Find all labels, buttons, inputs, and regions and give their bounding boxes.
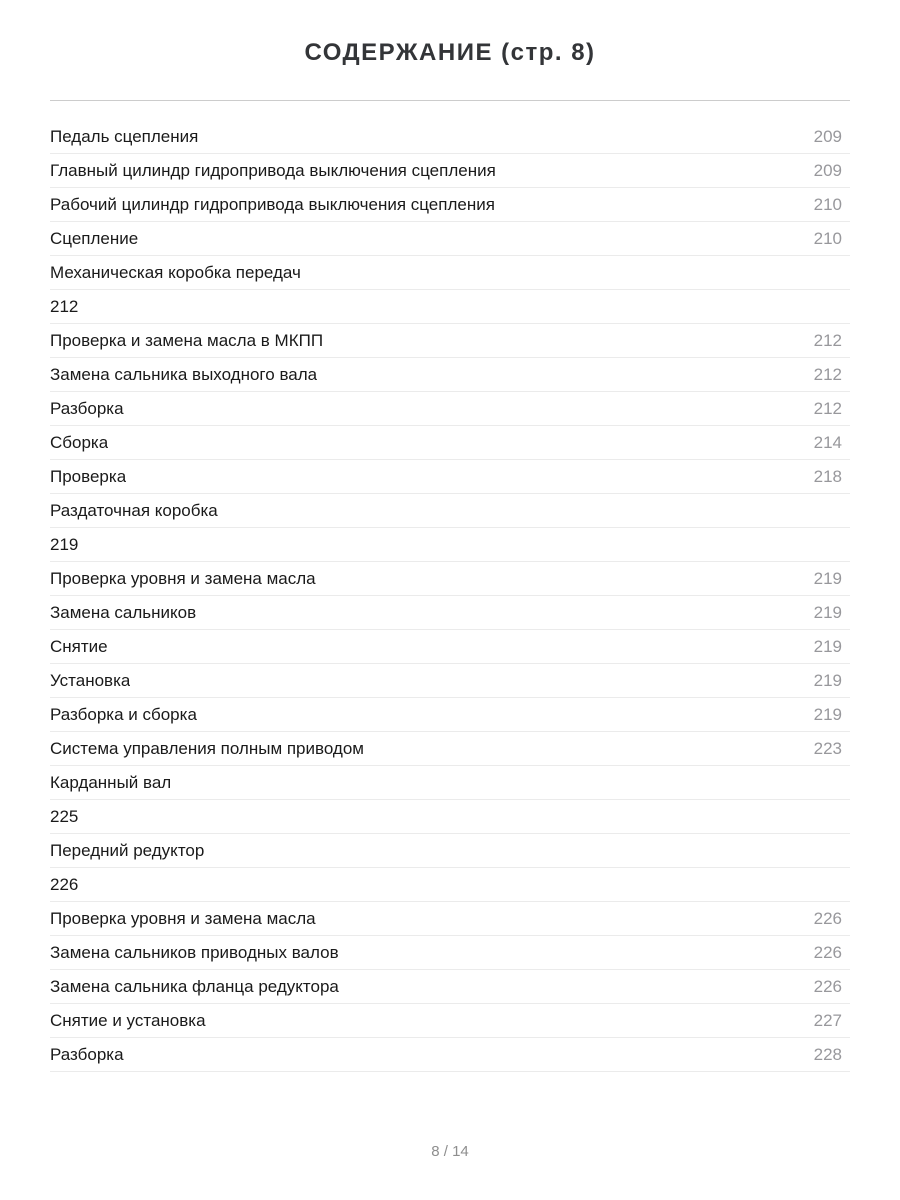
toc-row[interactable] — [50, 596, 850, 630]
toc-entry-title: Система управления полным приводом — [50, 738, 364, 758]
toc-entry-title: Замена сальников приводных валов — [50, 942, 339, 962]
toc-entry-title: 212 — [50, 296, 79, 316]
toc-entry-page: 228 — [813, 1044, 842, 1064]
toc-entry-title: Проверка и замена масла в МКПП — [50, 330, 324, 350]
toc-row[interactable] — [50, 732, 850, 766]
toc-entry-title: Педаль сцепления — [50, 126, 199, 146]
toc-row[interactable] — [50, 460, 850, 494]
toc-entry-page: 226 — [813, 942, 842, 962]
toc-entry-title: Замена сальника выходного вала — [50, 364, 318, 384]
toc-entry-title: Снятие и установка — [50, 1010, 206, 1030]
toc-entry-page: 214 — [813, 432, 842, 452]
toc-entry-page: 210 — [813, 228, 842, 248]
toc-entry-page: 212 — [813, 398, 842, 418]
toc-row[interactable] — [50, 358, 850, 392]
toc-row[interactable] — [50, 766, 850, 800]
toc-row[interactable] — [50, 630, 850, 664]
toc-row[interactable] — [50, 256, 850, 290]
toc-row[interactable] — [50, 324, 850, 358]
toc-entry-page: 219 — [813, 568, 842, 588]
toc-entry-title: Проверка уровня и замена масла — [50, 908, 316, 928]
toc-entry-title: Карданный вал — [50, 772, 172, 792]
toc-row[interactable] — [50, 188, 850, 222]
toc-entry-title: 219 — [50, 534, 79, 554]
toc-entry-title: 225 — [50, 806, 79, 826]
page-indicator: 8 / 14 — [431, 1143, 469, 1160]
toc-entry-title: Сборка — [50, 432, 109, 452]
toc-entry-page: 219 — [813, 704, 842, 724]
toc-row[interactable] — [50, 562, 850, 596]
toc-entry-title: Главный цилиндр гидропривода выключения сцепления — [50, 160, 496, 180]
toc-row[interactable] — [50, 970, 850, 1004]
toc-row[interactable] — [50, 528, 850, 562]
toc-entry-title: Разборка и сборка — [50, 704, 197, 724]
toc-entry-title: Проверка уровня и замена масла — [50, 568, 316, 588]
toc-row[interactable] — [50, 902, 850, 936]
toc-entry-title: 226 — [50, 874, 79, 894]
toc-row[interactable] — [50, 936, 850, 970]
toc-entry-page: 219 — [813, 602, 842, 622]
toc-entry-page: 227 — [813, 1010, 842, 1030]
toc-row[interactable] — [50, 222, 850, 256]
toc-entry-title: Разборка — [50, 398, 124, 418]
toc-entry-page: 226 — [813, 908, 842, 928]
toc-entry-title: Проверка — [50, 466, 127, 486]
toc-row[interactable] — [50, 664, 850, 698]
toc-entry-title: Замена сальников — [50, 602, 197, 622]
toc-entry-title: Раздаточная коробка — [50, 500, 218, 520]
toc-entry-title: Замена сальника фланца редуктора — [50, 976, 339, 996]
toc-row[interactable] — [50, 290, 850, 324]
toc-row[interactable] — [50, 494, 850, 528]
toc-row[interactable] — [50, 392, 850, 426]
toc-entry-page: 212 — [813, 330, 842, 350]
toc-entry-title: Установка — [50, 670, 131, 690]
toc-row[interactable] — [50, 698, 850, 732]
toc-entry-page: 209 — [813, 126, 842, 146]
toc-entry-page: 219 — [813, 636, 842, 656]
toc-entry-page: 212 — [813, 364, 842, 384]
toc-row[interactable] — [50, 1038, 850, 1072]
toc-entry-page: 210 — [813, 194, 842, 214]
toc-row[interactable] — [50, 426, 850, 460]
toc-entry-title: Рабочий цилиндр гидропривода выключения сцепления — [50, 194, 495, 214]
toc-entry-page: 218 — [813, 466, 842, 486]
toc-entry-page: 209 — [813, 160, 842, 180]
toc-entry-title: Механическая коробка передач — [50, 262, 301, 282]
toc-entry-title: Разборка — [50, 1044, 124, 1064]
toc-row[interactable] — [50, 120, 850, 154]
toc-entry-page: 226 — [813, 976, 842, 996]
toc-entry-page: 219 — [813, 670, 842, 690]
toc-entry-title: Сцепление — [50, 228, 139, 248]
toc-entry-page: 223 — [813, 738, 842, 758]
toc-list — [50, 120, 850, 1072]
toc-row[interactable] — [50, 834, 850, 868]
toc-entry-title: Снятие — [50, 636, 108, 656]
toc-row[interactable] — [50, 868, 850, 902]
toc-row[interactable] — [50, 800, 850, 834]
page-title: СОДЕРЖАНИЕ (стр. 8) — [304, 39, 596, 66]
title-divider — [50, 100, 850, 101]
toc-row[interactable] — [50, 1004, 850, 1038]
toc-row[interactable] — [50, 154, 850, 188]
toc-entry-title: Передний редуктор — [50, 840, 205, 860]
